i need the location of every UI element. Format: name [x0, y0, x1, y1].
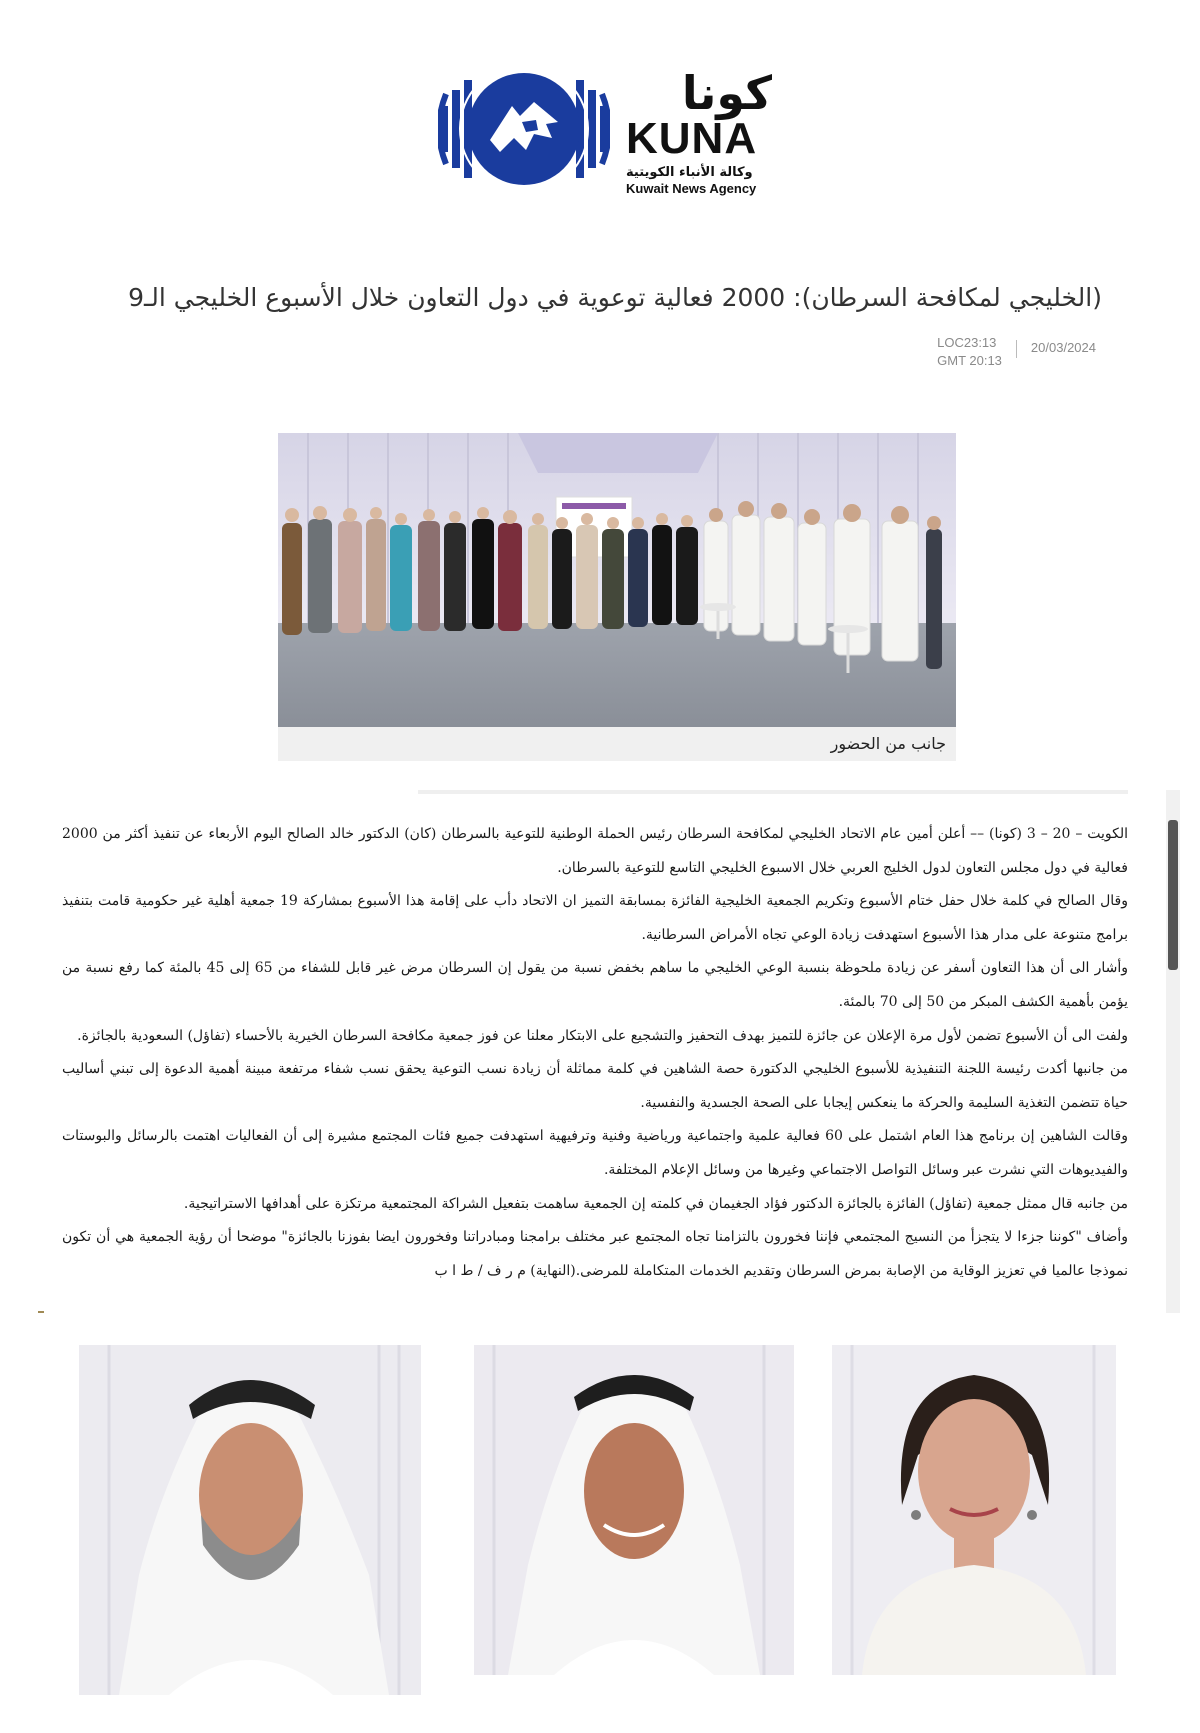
photo-caption: جانب من الحضور [278, 727, 956, 761]
local-time: LOC23:13 [937, 335, 997, 350]
article-times [937, 334, 1002, 370]
kuna-logo [438, 64, 772, 198]
article-paragraph: من جانبه قال ممثل جمعية (تفاؤل) الفائزة بالجائزة الدكتور فؤاد الجغيمان في كلمته إن الجمعية ساهمت بتفعيل الشراكة المجتمعية مرتكزة على أهدافها الاستراتيجية. [183, 1195, 1128, 1212]
gmt-time: GMT 20:13 [937, 353, 1002, 368]
decorative-mark [38, 1311, 44, 1313]
kuna-emblem-icon [438, 64, 610, 194]
portrait-man-bearded-image [79, 1345, 421, 1695]
portrait-photo-3 [832, 1345, 1116, 1675]
scrollbar-thumb[interactable] [1168, 820, 1178, 970]
logo-english-name: KUNA [626, 114, 758, 163]
group-photo-image [278, 433, 956, 727]
portrait-woman-image [832, 1345, 1116, 1675]
article-paragraph: من جانبها أكدت رئيسة اللجنة التنفيذية للأسبوع الخليجي الدكتورة حصة الشاهين في كلمة مماثلة أن زيادة نسب التوعية يحقق نسب شفاء مرتفعة مبينة أهمية الدعوة إلى تبني أساليب حياة تتضمن التغذية السليمة والحركة ما ينعكس إيجابا على الصحة الجسدية والنفسية. [62, 1061, 1128, 1111]
logo-arabic-agency: وكالة الأنباء الكويتية [626, 165, 753, 180]
logo-arabic-name: كونا [681, 66, 772, 120]
article-paragraph: وأضاف "كوننا جزءا لا يتجزأ من النسيج المجتمعي فإننا فخورون بالتزامنا تجاه المجتمع عبر مختلف برامجنا ومبادراتنا وفخورون ايضا بفوزنا بالجائزة" موضحا أن رؤية الجمعية هي أن تكون نموذجا عالميا في تعزيز الوقاية من الإصابة بمرض السرطان وتقديم الخدمات المتكاملة للمرضى.(النهاية) م ر ف / ط ا ب [62, 1229, 1128, 1279]
article-date: 20/03/2024 [1030, 340, 1096, 355]
content-divider [418, 790, 1128, 794]
portrait-man-smiling-image [474, 1345, 794, 1675]
article-paragraph: الكويت – 20 – 3 (كونا) –– أعلن أمين عام الاتحاد الخليجي لمكافحة السرطان رئيس الحملة الوطنية للتوعية بالسرطان (كان) الدكتور خالد الصالح اليوم الأربعاء عن تنفيذ أكثر من 2000 فعالية في دول مجلس التعاون لدول الخليج العربي خلال الاسبوع الخليجي التاسع للتوعية بالسرطان. [62, 826, 1128, 876]
article-paragraph: وقال الصالح في كلمة خلال حفل ختام الأسبوع وتكريم الجمعية الخليجية الفائزة بمسابقة التميز ان الاتحاد دأب على إقامة هذا الأسبوع بمشاركة 19 جمعية أهلية غير حكومية قامت بتنفيذ برامج متنوعة على مدار هذا الأسبوع استهدفت زيادة الوعي تجاه الأمراض السرطانية. [62, 893, 1128, 943]
article-headline: (الخليجي لمكافحة السرطان): 2000 فعالية توعوية في دول التعاون خلال الأسبوع الخليجي الـ9 [128, 283, 1102, 312]
article-meta [937, 334, 1096, 374]
article-paragraph: ولفت الى أن الأسبوع تضمن لأول مرة الإعلان عن جائزة للتميز بهدف التحفيز والتشجيع على الابتكار معلنا عن فوز جمعية مكافحة السرطان الخيرية بالأحساء (تفاؤل) السعودية بالجائزة. [77, 1027, 1128, 1044]
article-scrollbar[interactable] [1166, 790, 1180, 1313]
main-photo [278, 433, 956, 761]
logo-english-agency: Kuwait News Agency [626, 181, 757, 196]
portrait-photo-2 [474, 1345, 794, 1675]
article-body [62, 818, 1128, 1288]
portrait-photo-1 [79, 1345, 421, 1695]
article-paragraph: وأشار الى أن هذا التعاون أسفر عن زيادة ملحوظة بنسبة الوعي الخليجي ما ساهم بخفض نسبة من يقول إن السرطان مرض غير قابل للشفاء من 65 إلى 45 بالمئة كما رفع نسبة من يؤمن بأهمية الكشف المبكر من 50 إلى 70 بالمئة. [62, 960, 1128, 1010]
meta-separator [1016, 340, 1017, 358]
article-paragraph: وقالت الشاهين إن برنامج هذا العام اشتمل على 60 فعالية علمية واجتماعية ورياضية وفنية وترفيهية استهدفت جميع فئات المجتمع مشيرة إلى أن الفعاليات اهتمت بالرسائل والبوستات والفيديوهات التي نشرت عبر وسائل التواصل الاجتماعي وغيرها من وسائل الإعلام المختلفة. [62, 1128, 1128, 1178]
